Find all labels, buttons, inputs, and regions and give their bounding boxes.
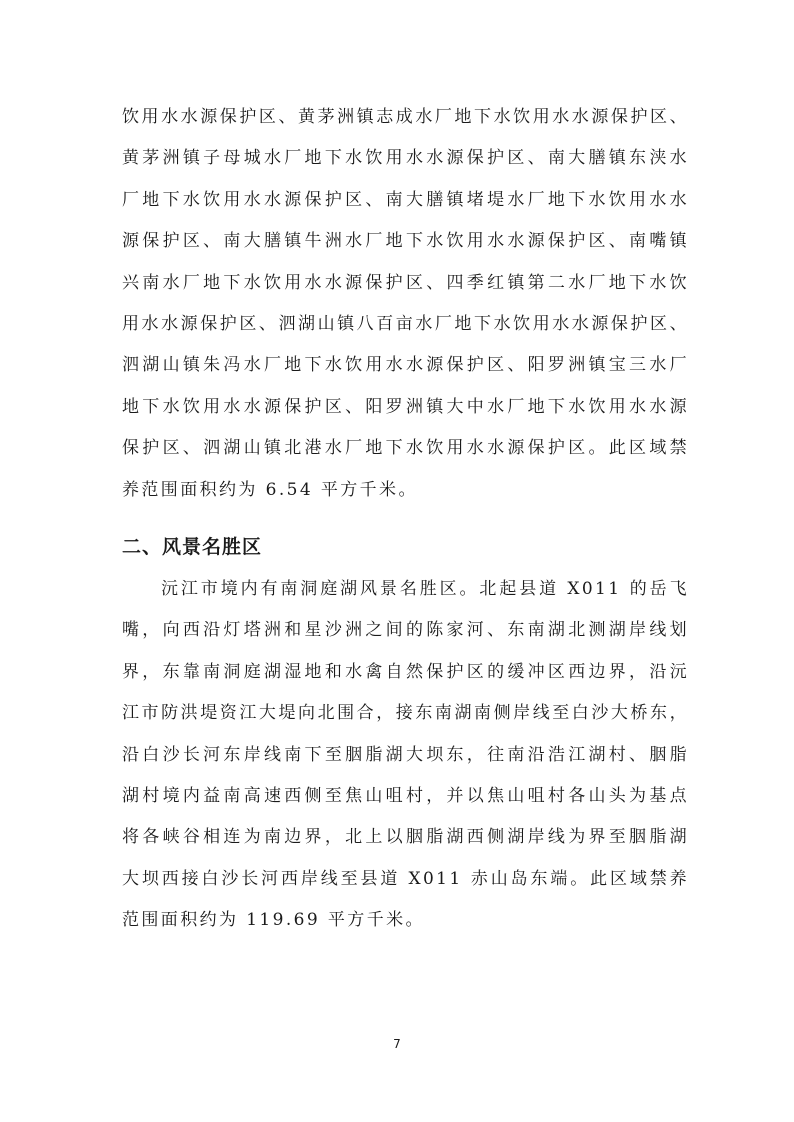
paragraph-water-source-protection <box>122 97 689 511</box>
text-line: 湖村境内益南高速西侧至焦山咀村，并以焦山咀村各山头为基点 <box>122 785 689 806</box>
page-number: 7 <box>393 1037 401 1051</box>
text-line: 大坝西接白沙长河西岸线至县道 X011 赤山岛东端。此区域禁养 <box>122 868 689 889</box>
text-line: 沿白沙长河东岸线南下至胭脂湖大坝东，往南沿浩江湖村、胭脂 <box>122 744 689 765</box>
section-heading: 二、风景名胜区 <box>122 536 263 558</box>
text-line: 范围面积约为 119.69 平方千米。 <box>122 910 425 931</box>
text-line: 黄茅洲镇子母城水厂地下水饮用水水源保护区、南大膳镇东浃水 <box>122 148 689 169</box>
paragraph-scenic-area <box>122 569 689 942</box>
text-line: 用水水源保护区、泗湖山镇八百亩水厂地下水饮用水水源保护区、 <box>122 313 689 334</box>
text-line: 沅江市境内有南洞庭湖风景名胜区。北起县道 X011 的岳飞 <box>161 579 689 599</box>
text-line: 饮用水水源保护区、黄茅洲镇志成水厂地下水饮用水水源保护区、 <box>122 107 689 127</box>
text-line: 界，东靠南洞庭湖湿地和水禽自然保护区的缓冲区西边界，沿沅 <box>122 661 689 682</box>
text-line: 源保护区、南大膳镇牛洲水厂地下水饮用水水源保护区、南嘴镇 <box>122 231 689 252</box>
text-line: 将各峡谷相连为南边界，北上以胭脂湖西侧湖岸线为界至胭脂湖 <box>122 827 689 848</box>
text-line: 兴南水厂地下水饮用水水源保护区、四季红镇第二水厂地下水饮 <box>122 272 689 293</box>
text-line: 嘴，向西沿灯塔洲和星沙洲之间的陈家河、东南湖北测湖岸线划 <box>122 620 689 641</box>
text-line: 保护区、泗湖山镇北港水厂地下水饮用水水源保护区。此区域禁 <box>122 438 689 459</box>
text-line: 养范围面积约为 6.54 平方千米。 <box>122 479 418 500</box>
text-line: 泗湖山镇朱冯水厂地下水饮用水水源保护区、阳罗洲镇宝三水厂 <box>122 355 689 376</box>
text-line: 江市防洪堤资江大堤向北围合，接东南湖南侧岸线至白沙大桥东， <box>122 703 689 724</box>
text-line: 地下水饮用水水源保护区、阳罗洲镇大中水厂地下水饮用水水源 <box>122 396 689 417</box>
text-line: 厂地下水饮用水水源保护区、南大膳镇堵堤水厂地下水饮用水水 <box>122 189 689 210</box>
